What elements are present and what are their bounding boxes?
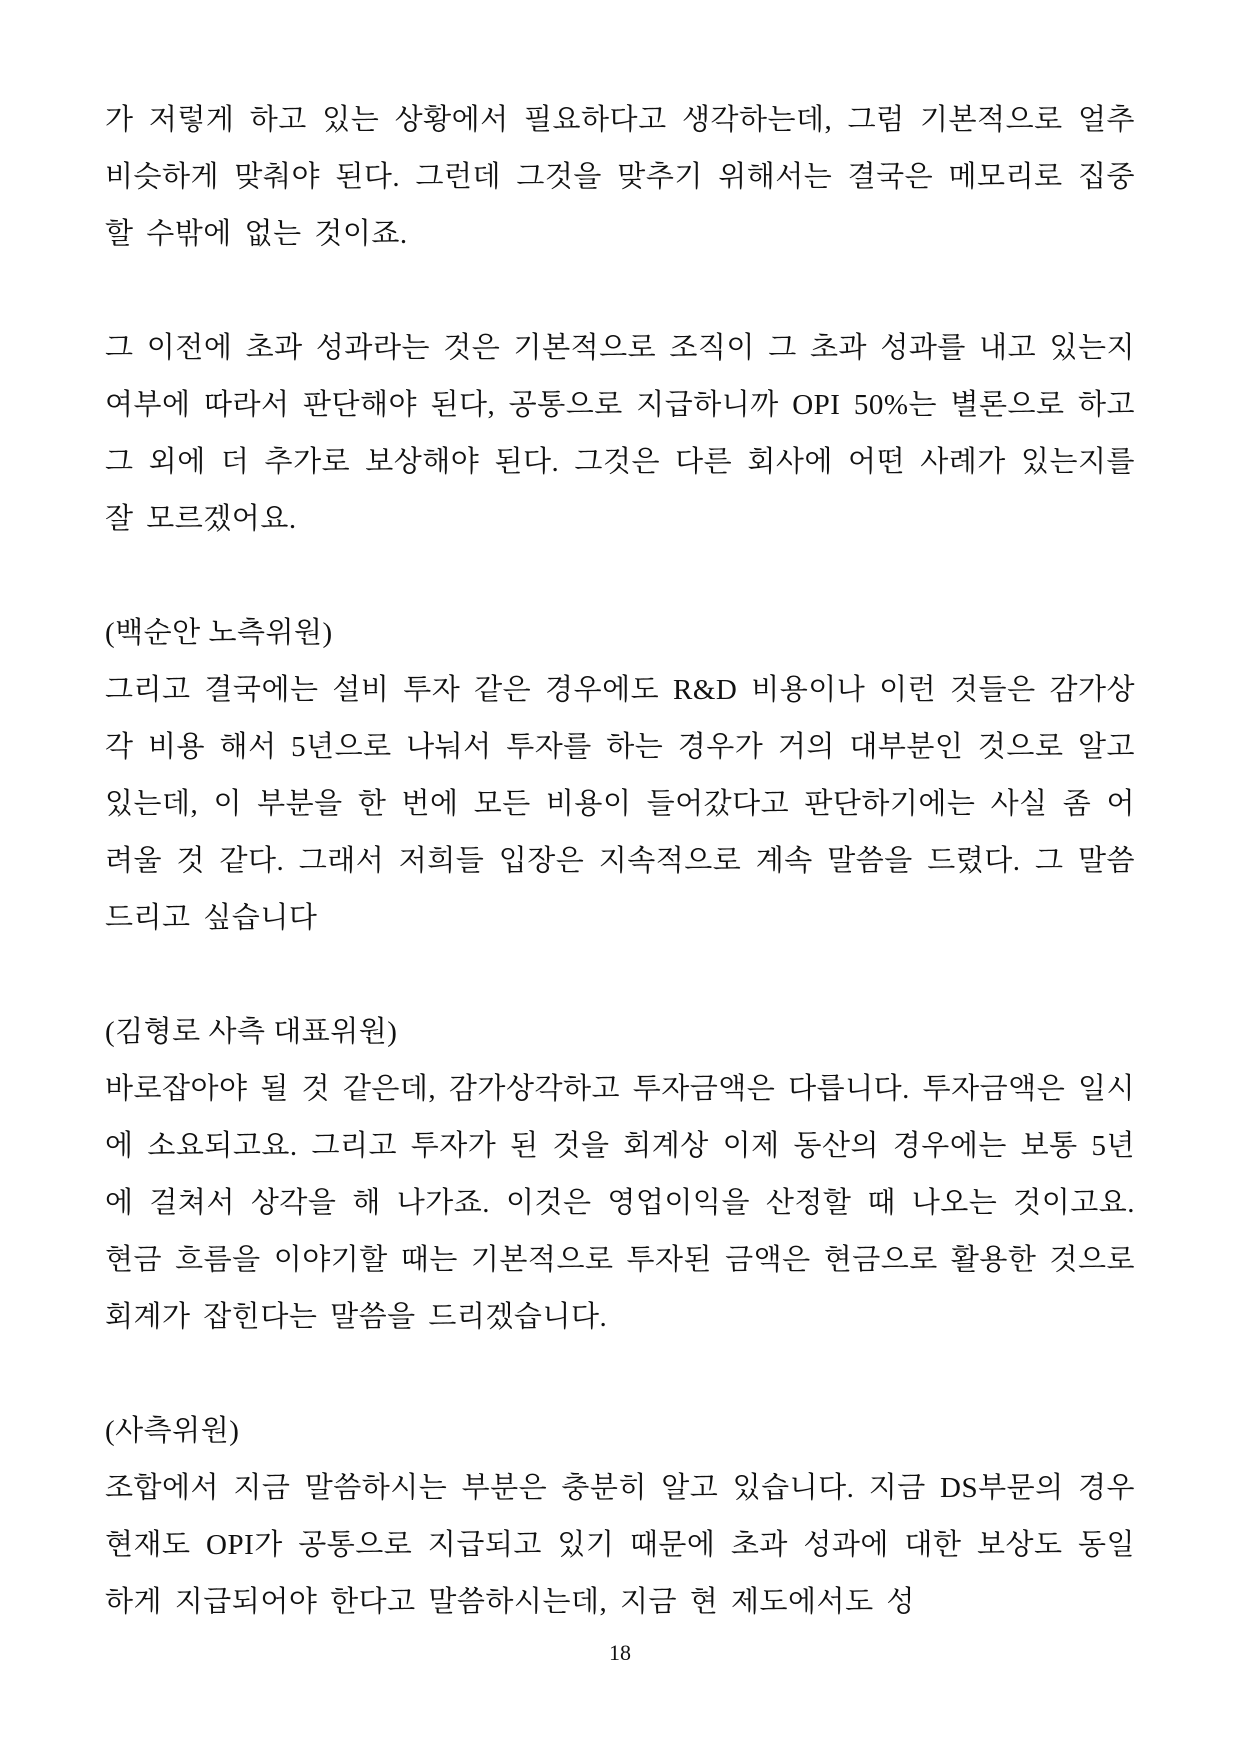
speaker-label: (백순안 노측위원) [105,617,333,649]
paragraph: 바로잡아야 될 것 같은데, 감가상각하고 투자금액은 다릅니다. 투자금액은 일시에 소요되고요. 그리고 투자가 된 것을 회계상 이제 동산의 경우에는 보통 5년에 걸쳐서 상각을 해 나가죠. 이것은 영업이익을 산정할 때 나오는 것이고요. 현금 흐름을 이야기할 때는 기본적으로 투자된 금액은 현금으로 활용한 것으로 회계가 잡힌다는 말씀을 드리겠습니다. [105,1073,1135,1333]
paragraph: 가 저렇게 하고 있는 상황에서 필요하다고 생각하는데, 그럼 기본적으로 얼추 비슷하게 맞춰야 된다. 그런데 그것을 맞추기 위해서는 결국은 메모리로 집중할 수밖에 없는 것이죠. [105,104,1135,250]
speaker-label: (사측위원) [105,1415,240,1447]
paragraph: 그 이전에 초과 성과라는 것은 기본적으로 조직이 그 초과 성과를 내고 있는지 여부에 따라서 판단해야 된다, 공통으로 지급하니까 OPI 50%는 별론으로 하고 그 외에 더 추가로 보상해야 된다. 그것은 다른 회사에 어떤 사례가 있는지를 잘 모르겠어요. [105,332,1135,535]
paragraph: 조합에서 지금 말씀하시는 부분은 충분히 알고 있습니다. 지금 DS부문의 경우 현재도 OPI가 공통으로 지급되고 있기 때문에 초과 성과에 대한 보상도 동일하게 지급되어야 한다고 말씀하시는데, 지금 현 제도에서도 성 [105,1472,1135,1618]
speaker-label: (김형로 사측 대표위원) [105,1016,398,1048]
paragraph: 그리고 결국에는 설비 투자 같은 경우에도 R&D 비용이나 이런 것들은 감가상각 비용 해서 5년으로 나눠서 투자를 하는 경우가 거의 대부분인 것으로 알고 있는데, 이 부분을 한 번에 모든 비용이 들어갔다고 판단하기에는 사실 좀 어려울 것 같다. 그래서 저희들 입장은 지속적으로 계속 말씀을 드렸다. 그 말씀 드리고 싶습니다 [105,674,1135,934]
transcript-body [105,92,1135,1688]
page-number: 18 [609,1640,631,1665]
